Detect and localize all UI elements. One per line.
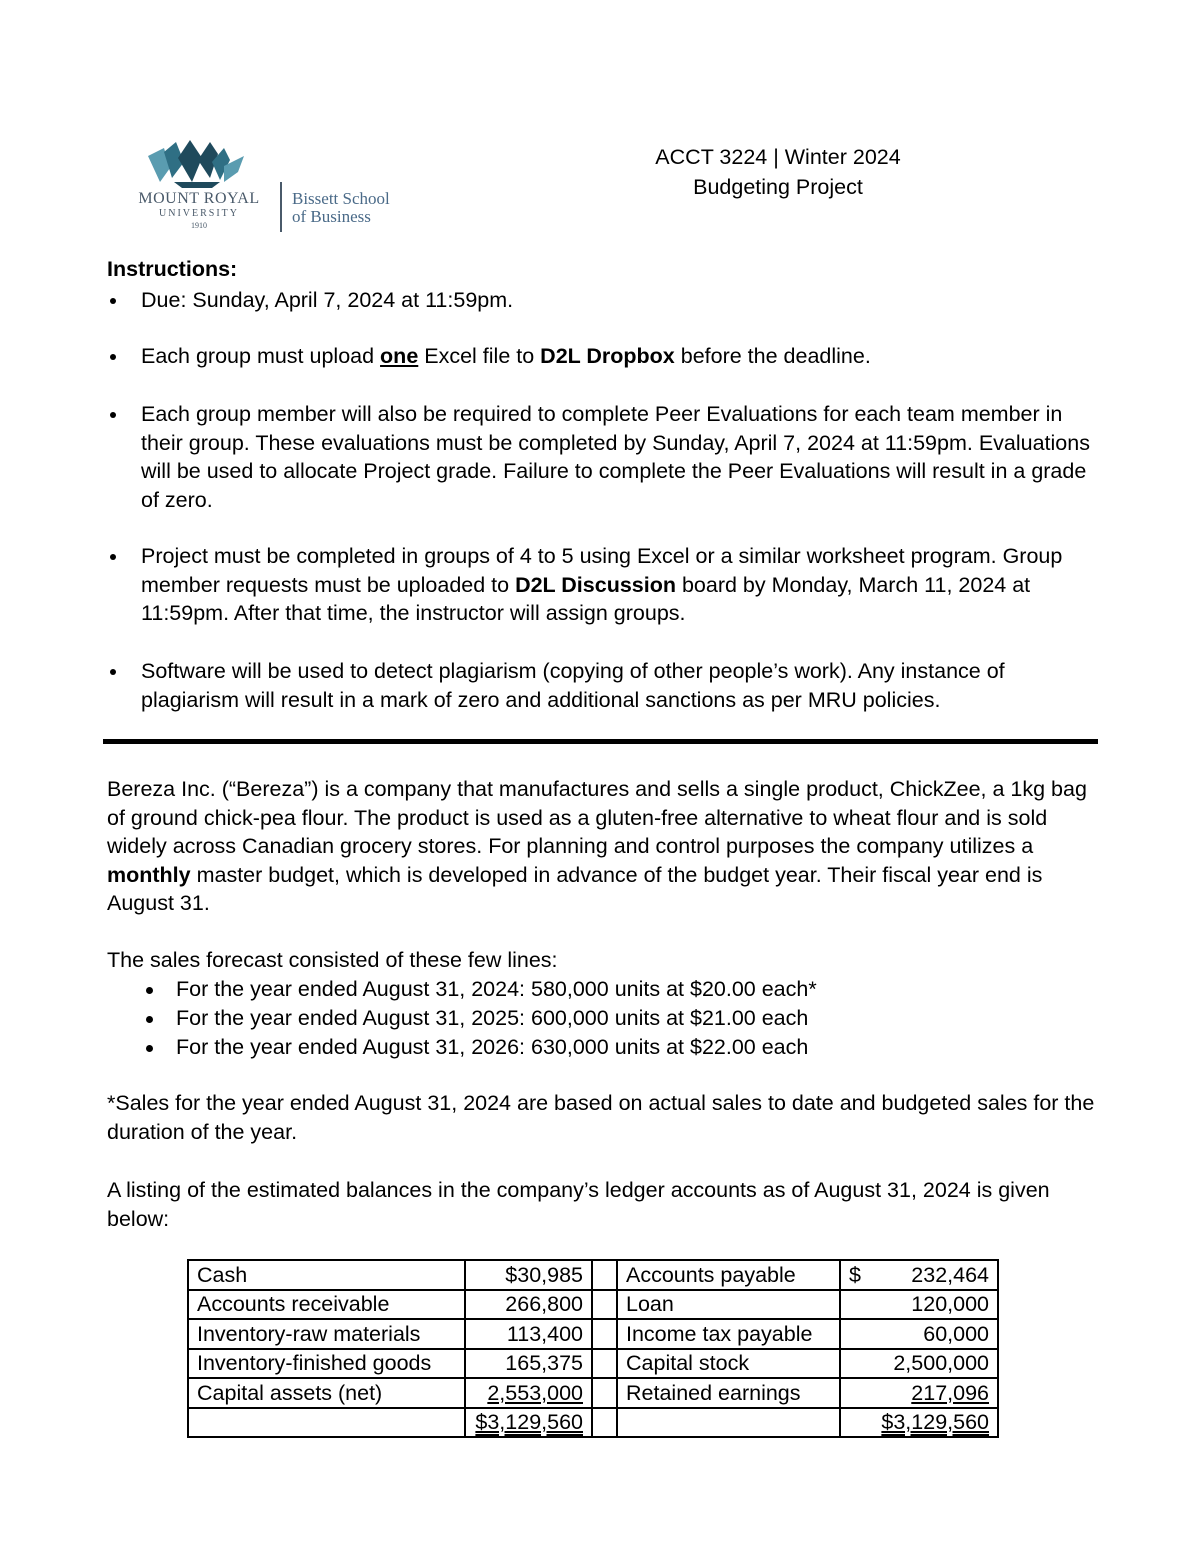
instructions-list-due: [107, 286, 1097, 315]
groups-text-a: Project must be completed in groups of 4 to 5 using Excel or a similar worksheet program. Group member requests must be uploaded to: [141, 544, 1063, 597]
upload-text-e: before the deadline.: [674, 344, 871, 368]
table-gap: [592, 1319, 617, 1349]
total-blank: [617, 1408, 840, 1438]
course-title: ACCT 3224 | Winter 2024: [655, 145, 901, 169]
section-divider: [103, 739, 1098, 744]
total-blank: [188, 1408, 465, 1438]
description-monthly: monthly: [107, 862, 191, 887]
groups-text-c: board by Monday, March 11, 2024 at 11:59pm. After that time, the instructor will assign groups.: [141, 572, 1031, 626]
liability-label: Income tax payable: [617, 1319, 840, 1349]
table-gap: [592, 1290, 617, 1320]
sales-footnote: *Sales for the year ended August 31, 2024 are based on actual sales to date and budgeted sales for the duration of the year.: [107, 1091, 1095, 1144]
liability-amount-cell: [840, 1260, 998, 1290]
mount-royal-logo: [112, 138, 412, 238]
maple-leaf-emblem-icon: [112, 138, 282, 190]
school-name-line2: of Business: [292, 207, 371, 226]
table-row: [188, 1378, 998, 1408]
liability-total: $3,129,560: [881, 1410, 989, 1435]
instructions-heading: Instructions:: [107, 257, 238, 281]
upload-text-a: Each group must upload: [141, 344, 381, 368]
university-name: MOUNT ROYAL: [138, 190, 260, 207]
forecast-item: For the year ended August 31, 2025: 600,000 units at $21.00 each: [142, 1004, 1042, 1033]
liability-amount: 232,464: [911, 1262, 989, 1287]
instructions-list-plagiarism: [107, 657, 1097, 714]
project-title: Budgeting Project: [693, 175, 863, 199]
ledger-balances-table: [187, 1259, 999, 1438]
description-text-c: master budget, which is developed in advance of the budget year. Their fiscal year end is August 31.: [107, 862, 1043, 916]
instruction-upload: [107, 342, 1097, 371]
asset-amount: 113,400: [465, 1319, 592, 1349]
liability-label: Loan: [617, 1290, 840, 1320]
liability-amount: 120,000: [840, 1290, 998, 1320]
forecast-item: For the year ended August 31, 2026: 630,000 units at $22.00 each: [142, 1033, 1042, 1062]
instructions-list-upload: [107, 342, 1097, 371]
forecast-intro: The sales forecast consisted of these few lines:: [107, 948, 558, 972]
founding-year: 1910: [191, 221, 207, 230]
ledger-listing-intro: A listing of the estimated balances in the company’s ledger accounts as of August 31, 2024 is given below:: [107, 1178, 1050, 1231]
asset-amount-cell: [465, 1378, 592, 1408]
document-header: [620, 142, 936, 202]
asset-amount: 266,800: [465, 1290, 592, 1320]
company-description: [107, 775, 1097, 918]
table-row: [188, 1290, 998, 1320]
table-row: [188, 1319, 998, 1349]
asset-label: Capital assets (net): [188, 1378, 465, 1408]
instructions-list-peer: [107, 400, 1097, 514]
asset-label: Cash: [188, 1260, 465, 1290]
asset-amount: 2,553,000: [487, 1380, 583, 1405]
instruction-due: Due: Sunday, April 7, 2024 at 11:59pm.: [107, 286, 1097, 315]
liability-amount: 2,500,000: [840, 1349, 998, 1379]
table-gap: [592, 1260, 617, 1290]
instructions-list-groups: [107, 542, 1097, 628]
dollar-sign: $: [849, 1262, 861, 1287]
forecast-item: For the year ended August 31, 2024: 580,000 units at $20.00 each*: [142, 975, 1042, 1004]
asset-label: Accounts receivable: [188, 1290, 465, 1320]
table-row: [188, 1260, 998, 1290]
asset-total-cell: [465, 1408, 592, 1438]
liability-total-cell: [840, 1408, 998, 1438]
table-gap: [592, 1408, 617, 1438]
table-gap: [592, 1349, 617, 1379]
table-gap: [592, 1378, 617, 1408]
instruction-peer-evaluations: Each group member will also be required to complete Peer Evaluations for each team member in their group. These evaluations must be completed by Sunday, April 7, 2024 at 11:59pm. Evaluations will be used to allocate Project grade. Failure to complete the Peer Evaluations will result in a grade of zero.: [107, 400, 1097, 514]
liability-amount-cell: [840, 1378, 998, 1408]
groups-discussion: D2L Discussion: [515, 572, 676, 597]
liability-label: Retained earnings: [617, 1378, 840, 1408]
description-text-a: Bereza Inc. (“Bereza”) is a company that manufactures and sells a single product, ChickZee, a 1kg bag of ground chick-pea flour. The product is used as a gluten-free alternative to wheat flour and is sold widely across Canadian grocery stores. For planning and control purposes the company utilizes a: [107, 777, 1087, 859]
asset-amount: 165,375: [465, 1349, 592, 1379]
asset-label: Inventory-finished goods: [188, 1349, 465, 1379]
asset-amount: $30,985: [465, 1260, 592, 1290]
upload-emphasis-one: one: [380, 344, 419, 368]
table-row: [188, 1349, 998, 1379]
upload-dropbox: D2L Dropbox: [540, 344, 675, 368]
liability-label: Accounts payable: [617, 1260, 840, 1290]
asset-total: $3,129,560: [475, 1410, 583, 1435]
liability-label: Capital stock: [617, 1349, 840, 1379]
logo-divider: [280, 182, 282, 232]
liability-amount: 60,000: [840, 1319, 998, 1349]
upload-text-c: Excel file to: [418, 344, 541, 368]
instruction-plagiarism: Software will be used to detect plagiarism (copying of other people’s work). Any instance of plagiarism will result in a mark of zero and additional sanctions as per MRU policies.: [107, 657, 1097, 714]
school-name-line1: Bissett School: [292, 189, 390, 208]
liability-amount: 217,096: [911, 1380, 989, 1405]
university-word: UNIVERSITY: [159, 208, 239, 219]
asset-label: Inventory-raw materials: [188, 1319, 465, 1349]
table-total-row: [188, 1408, 998, 1438]
sales-forecast-list: [142, 975, 1042, 1062]
instruction-groups: [107, 542, 1097, 628]
